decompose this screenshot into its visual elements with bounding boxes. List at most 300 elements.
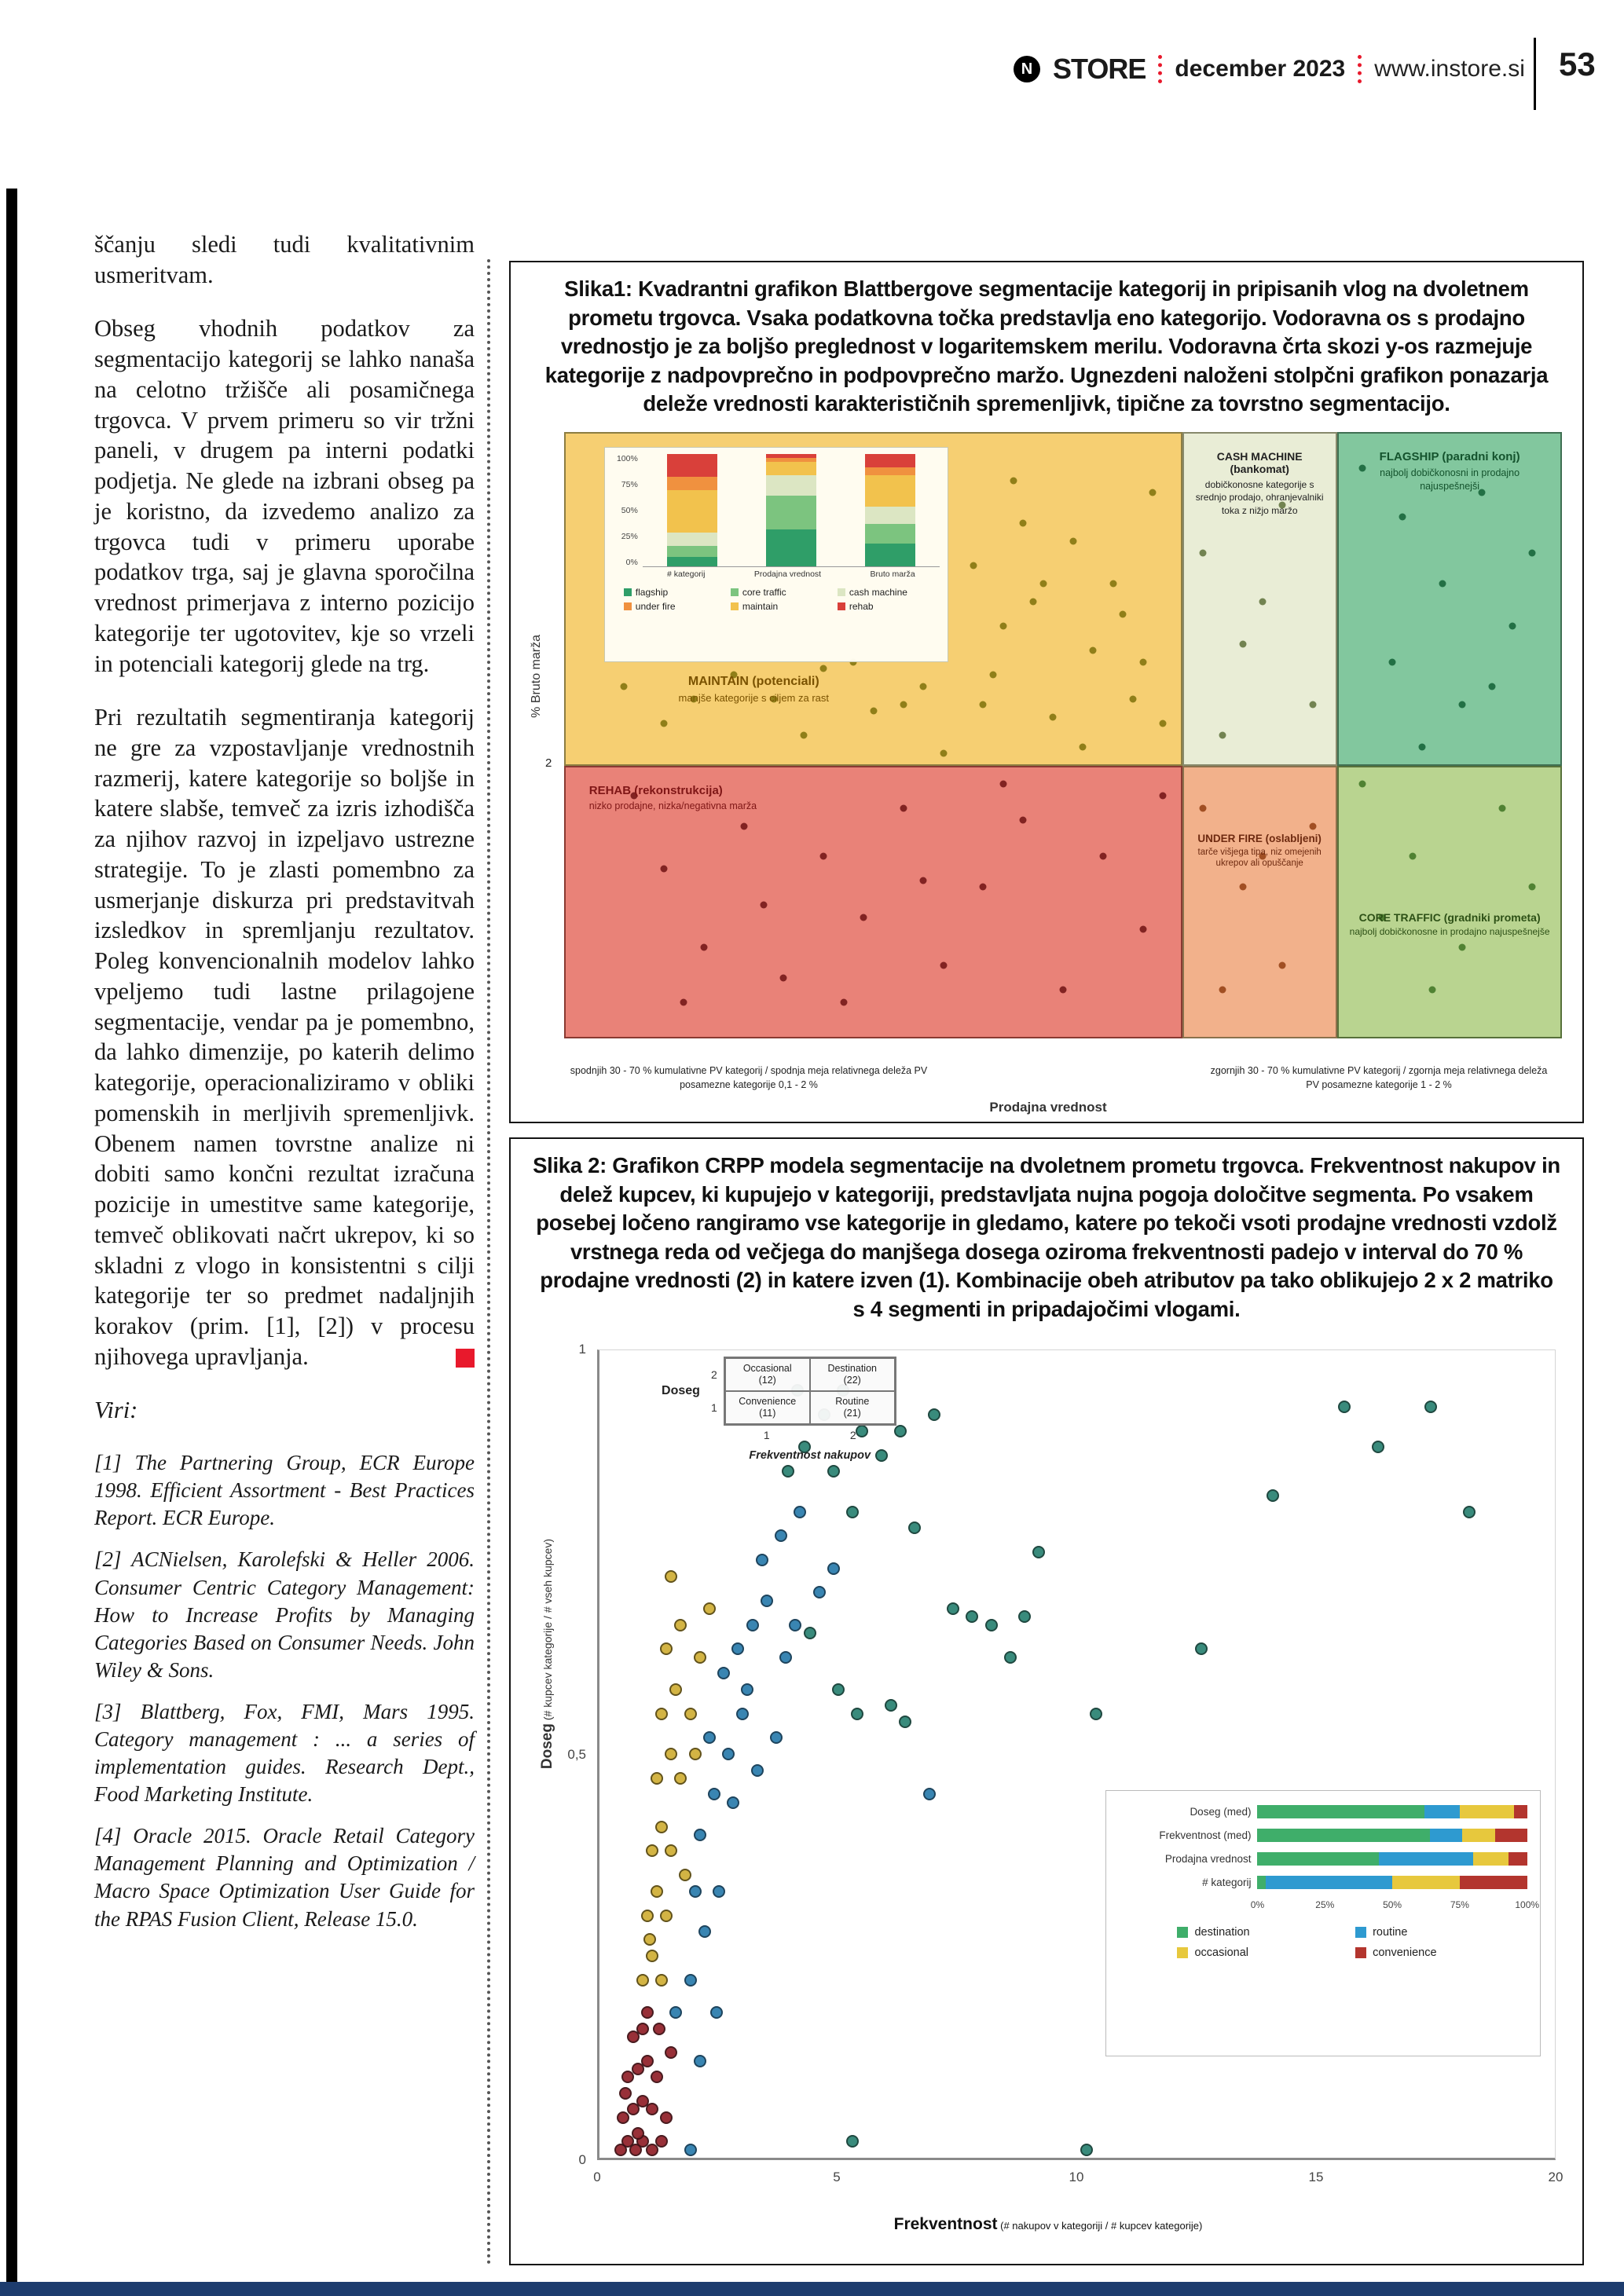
scatter-dot (920, 877, 927, 884)
scatter-dot (1389, 659, 1396, 666)
scatter-dot (700, 944, 707, 951)
figure-2-x-axis-label: Frekventnost (# nakupov v kategoriji / # kupcev kategorije) (893, 2215, 1203, 2233)
scatter-dot (804, 1627, 816, 1639)
scatter-dot (1060, 987, 1067, 994)
bar-segment (667, 454, 717, 476)
inset-hbar-track (1257, 1852, 1527, 1866)
inset-bar (766, 454, 816, 566)
scatter-dot (653, 2023, 665, 2035)
legend-label: core traffic (742, 586, 786, 598)
scatter-dot (651, 1885, 663, 1898)
scatter-dot (832, 1683, 845, 1696)
scatter-dot (736, 1708, 749, 1720)
inset-legend-item (838, 601, 940, 612)
bar-segment (1257, 1829, 1430, 1842)
matrix-cell-label: Routine (835, 1395, 870, 1407)
scatter-dot (1509, 623, 1516, 630)
scatter-dot (827, 1465, 840, 1478)
inset-hbar-label: Frekventnost (med) (1159, 1829, 1252, 1842)
inset-categories (643, 569, 940, 579)
figure-1-y-axis-label: % Bruto marža (530, 635, 543, 718)
inset-legend-item (731, 601, 833, 612)
scatter-dot (665, 1748, 677, 1760)
scatter-dot (1239, 884, 1246, 891)
inset-y-tick: 75% (621, 480, 638, 490)
matrix-row-ticks (711, 1358, 717, 1424)
scatter-dot (680, 998, 687, 1005)
scatter-dot (1459, 944, 1466, 951)
scatter-dot (761, 1595, 773, 1607)
figure-2-inset-legend-chart (1105, 1790, 1540, 2056)
magazine-title: STORE (1053, 53, 1146, 85)
matrix-cell-value: (11) (759, 1408, 776, 1419)
paragraph: Pri rezultatih segmentiranja kategorij ne gre za vzpostavljanje vrednostnih razmerij, katere kategorije so boljše in katere slabše, temveč za izris izhodišča za njihov razvoj in izpeljavo ustrezne strategije. To je zlasti pomembno za usmerjanje diskurza pri predstavitvah izsledkov in spremljanju rezultatov. Poleg konvencionalnih modelov lahko vpeljemo tudi lastne prilagojene segmentacije, vendar pa je pomembno, da lahko dimenzije, po katerih delimo kategorije, operacionaliziramo v obliki pomenskih in merljivih spremenljivk. Obenem namen tovrstne analize ni dobiti samo končni rezultat izračuna pozicije in umestitve same kategorije, temveč oblikovati načrt ukrepov, ki so skladni z vlogo in konsistentni s cilji kategorije ter so predmet nadaljnjih korakov (prim. [1], [2]) v procesu njihovega upravljanja. (94, 704, 475, 1370)
scatter-dot (966, 1610, 978, 1623)
scatter-dot (1195, 1642, 1208, 1655)
scatter-dot (684, 1708, 697, 1720)
bar-segment (865, 467, 915, 475)
matrix-col-tick: 1 (763, 1429, 770, 1442)
inset-y-axis (613, 454, 643, 566)
header-separator-icon (1358, 55, 1362, 83)
scatter-dot (643, 1933, 656, 1946)
scatter-dot (703, 1602, 716, 1615)
figure-1 (509, 261, 1584, 1123)
scatter-dot (661, 865, 668, 872)
scatter-dot (947, 1602, 959, 1615)
scatter-dot (908, 1522, 921, 1534)
inset-legend-item (838, 587, 940, 598)
y-tick: 1 (578, 1342, 586, 1357)
scatter-dot (1498, 804, 1505, 811)
legend-swatch-icon (1177, 1947, 1188, 1958)
scatter-dot (900, 804, 907, 811)
scatter-dot (651, 1772, 663, 1785)
bar-segment (1257, 1805, 1424, 1818)
paragraph: Obseg vhodnih podatkov za segmentacijo kategorij se lahko nanaša na celotno tržišče ali posamičnega trgovca. V prvem primeru so vir tržni paneli, v drugem pa interni podatki podjetja. Ne glede na izbrani obseg pa je koristno, da izvedemo analizo za trgovca tudi v primeru uporabe podatkov trga, saj je glavna sporočilna vrednost primerjava z interno pozicijo kategorije ter ugotovitev, kje so vrzeli in potenciali kategorij glede na trg. (94, 315, 475, 677)
bar-segment (865, 507, 915, 523)
inset-y-tick: 0% (625, 557, 638, 567)
scatter-dot (660, 1910, 673, 1922)
bar-segment (865, 544, 915, 566)
scatter-dot (694, 1651, 706, 1664)
scatter-dot (636, 1974, 649, 1987)
scatter-dot (770, 1731, 783, 1744)
scatter-dot (619, 2087, 632, 2100)
inset-x-tick: 100% (1515, 1899, 1540, 1911)
sources-heading: Viri: (94, 1397, 138, 1424)
scatter-dot (775, 1529, 787, 1542)
inset-hbar-ticks (1250, 1899, 1540, 1915)
bar-segment (1430, 1829, 1462, 1842)
scatter-dot (1463, 1506, 1476, 1518)
scatter-dot (655, 1708, 668, 1720)
scatter-dot (1219, 987, 1226, 994)
scatter-dot (655, 1821, 668, 1833)
scatter-dot (674, 1772, 687, 1785)
scatter-dot (1109, 580, 1116, 588)
scatter-dot (940, 962, 947, 969)
scatter-dot (756, 1554, 768, 1566)
bar-segment (1460, 1805, 1514, 1818)
bar-segment (865, 454, 915, 467)
legend-label: routine (1373, 1926, 1408, 1939)
legend-item (1355, 1946, 1527, 1959)
legend-label: flagship (635, 586, 669, 598)
inset-x-tick: 25% (1315, 1899, 1335, 1911)
header-separator-icon (1158, 55, 1162, 83)
bar-segment (1514, 1805, 1527, 1818)
inset-y-tick: 25% (621, 531, 638, 541)
bar-segment (1462, 1829, 1494, 1842)
matrix-row-tick: 2 (710, 1368, 717, 1382)
scatter-dot (782, 1465, 794, 1478)
scatter-dot (794, 1506, 806, 1518)
legend-label: maintain (742, 600, 779, 612)
reference-item: [4] Oracle 2015. Oracle Retail Category Management Planning and Optimization / Macro Space Optimization User Guide for the RPAS Fusion Client, Release 15.0. (94, 1824, 475, 1931)
label-core-traffic: CORE TRAFFIC (gradniki prometa) najbolj dobičkonosne in prodajno najuspešnejše (1349, 910, 1550, 937)
scatter-dot (1160, 793, 1167, 800)
segment-matrix-table (662, 1357, 896, 1463)
scatter-dot (1029, 599, 1036, 606)
scatter-dot (1372, 1441, 1384, 1453)
figure-1-caption: Slika1: Kvadrantni grafikon Blattbergove segmentacije kategorij in pripisanih vlog na dvoletnem prometu trgovca. Vsaka podatkovna točka predstavlja eno kategorijo. Vodoravna os s prodajno vrednostjo je za boljšo preglednost v logaritemskem merilu. Vodoravna črta skozi y-os razmejuje kategorije z nadpovprečno in podpovprečno maržo. Ugnezdeni naloženi stolpčni grafikon ponazarja deleže vrednosti karakterističnih spremenljivk, tipične za tovrstno segmentacijo. (544, 276, 1549, 416)
scatter-dot (870, 708, 877, 715)
scatter-dot (660, 2111, 673, 2124)
matrix-cell-value: (21) (843, 1408, 861, 1419)
scatter-dot (1359, 780, 1366, 787)
label-cash-machine: CASH MACHINE (bankomat) dobičkonosne kategorije s srednjo prodajo, ohranjevalniki toka z nižjo maržo (1195, 450, 1324, 516)
bar-segment (1257, 1852, 1378, 1866)
scatter-dot (713, 1885, 725, 1898)
legend-swatch-icon (731, 588, 739, 596)
scatter-dot (646, 1950, 658, 1962)
inset-y-tick: 100% (616, 454, 638, 464)
scatter-dot (694, 1829, 706, 1841)
bar-segment (1495, 1829, 1527, 1842)
scatter-dot (731, 1642, 744, 1655)
scatter-dot (827, 1562, 840, 1575)
legend-item (1177, 1946, 1349, 1959)
scatter-dot (651, 2071, 663, 2083)
inset-bars (643, 454, 940, 566)
scatter-dot (1399, 514, 1406, 521)
figure-1-plot-area (545, 432, 1562, 1038)
inset-hbar-label: Doseg (med) (1190, 1806, 1252, 1818)
inset-y-tick: 50% (621, 505, 638, 515)
label-maintain: MAINTAIN (potenciali) manjše kategorije s ciljem za rast (678, 674, 830, 704)
scatter-dot (636, 2023, 649, 2035)
scatter-dot (928, 1408, 940, 1421)
scatter-dot (751, 1764, 764, 1777)
inset-legend-items (1177, 1926, 1527, 1959)
bar-segment (667, 533, 717, 546)
scatter-dot (1459, 701, 1466, 709)
scatter-dot (851, 1708, 863, 1720)
scatter-dot (1338, 1401, 1351, 1413)
scatter-dot (1199, 804, 1206, 811)
scatter-dot (1090, 1708, 1102, 1720)
scatter-dot (820, 665, 827, 672)
page-header (1014, 46, 1525, 93)
reference-item: [1] The Partnering Group, ECR Europe 1998. Efficient Assortment - Best Practices Report. ECR Europe. (94, 1451, 475, 1530)
scatter-dot (1439, 580, 1446, 588)
figure-2-caption: Slika 2: Grafikon CRPP modela segmentacije na dvoletnem prometu trgovca. Frekventnost nakupov in delež kupcev, ki kupujejo v kategoriji, predstavljata nujna pogoja določitve segmenta. Po vsakem posebej ločeno rangiramo vse kategorije in gledamo, katere po tekoči vsoti prodajne vrednosti vzdolž vrstnega reda od večjega do manjšega dosega oziroma frekventnosti padejo v interval do 70 % prodajne vrednosti (2) in katere izven (1). Kombinacije obeh atributov pa tako oblikujejo 2 x 2 matriko s 4 segmenti in pripadajočimi vlogami. (533, 1153, 1560, 1321)
inset-x-tick: 75% (1450, 1899, 1469, 1911)
legend-swatch-icon (838, 602, 845, 610)
scatter-dot (813, 1586, 826, 1598)
legend-swatch-icon (1355, 1947, 1366, 1958)
scatter-dot (684, 1974, 697, 1987)
scatter-dot (999, 623, 1006, 630)
scatter-dot (920, 683, 927, 690)
bar-segment (1509, 1852, 1527, 1866)
bar-segment (865, 475, 915, 507)
legend-label: rehab (849, 600, 874, 612)
figure-2-y-axis-label: Doseg (# kupcev kategorije / # vseh kupcev) (539, 1539, 555, 1770)
scatter-dot (1528, 884, 1535, 891)
x-tick: 10 (1069, 2170, 1084, 2184)
scatter-dot (655, 1974, 668, 1987)
scatter-dot (1032, 1546, 1045, 1558)
scatter-dot (780, 974, 787, 981)
legend-label: occasional (1194, 1946, 1248, 1960)
figure-2-y-ticks (534, 1342, 594, 2167)
scatter-dot (1099, 853, 1106, 860)
legend-label: under fire (635, 600, 676, 612)
scatter-dot (820, 853, 827, 860)
matrix-cell (725, 1358, 810, 1391)
scatter-dot (1129, 695, 1136, 702)
bar-segment (1257, 1876, 1265, 1889)
figure-1-x-axis-label: Prodajna vrednost (989, 1100, 1107, 1115)
figure-2-x-ticks (593, 2170, 1564, 2188)
scatter-dot (674, 1619, 687, 1631)
scatter-dot (1069, 537, 1076, 544)
inset-legend-item (731, 587, 833, 598)
column-separator (487, 259, 490, 2266)
inset-bar (865, 454, 915, 566)
matrix-cell (810, 1358, 895, 1391)
scatter-dot (665, 2046, 677, 2059)
bar-segment (1392, 1876, 1460, 1889)
matrix-axis-label: Doseg (662, 1384, 700, 1398)
scatter-dot (1528, 550, 1535, 557)
scatter-dot (710, 2006, 723, 2019)
scatter-dot (727, 1796, 739, 1809)
y-tick: 0,5 (567, 1747, 586, 1762)
scatter-dot (1020, 519, 1027, 526)
inset-hbar-row (1114, 1876, 1527, 1889)
matrix-row-tick: 1 (710, 1401, 717, 1415)
scatter-dot (740, 822, 747, 829)
bar-segment (766, 475, 816, 496)
inset-hbar-row (1114, 1805, 1527, 1818)
legend-swatch-icon (1355, 1927, 1366, 1938)
scatter-dot (980, 701, 987, 709)
bar-segment (667, 557, 717, 566)
inset-category-label: # kategorij (667, 569, 706, 579)
scatter-dot (698, 1925, 711, 1938)
x-tick: 0 (593, 2170, 601, 2184)
figure-1-y-tick: 2 (545, 756, 552, 771)
legend-label: cash machine (849, 586, 907, 598)
left-margin-bar (6, 189, 17, 2282)
scatter-dot (660, 1642, 673, 1655)
x-tick: 5 (833, 2170, 841, 2184)
scatter-dot (923, 1788, 936, 1800)
scatter-dot (885, 1699, 897, 1712)
y-tick: 0 (578, 2152, 586, 2167)
legend-swatch-icon (624, 588, 632, 596)
bar-segment (865, 524, 915, 544)
scatter-dot (1149, 489, 1157, 496)
scatter-dot (1018, 1610, 1031, 1623)
scatter-dot (1050, 713, 1057, 720)
inset-x-tick: 0% (1250, 1899, 1265, 1911)
scatter-dot (646, 1844, 658, 1857)
scatter-dot (1409, 853, 1416, 860)
inset-legend-item (624, 601, 726, 612)
bar-segment (1460, 1876, 1527, 1889)
article-column (94, 229, 475, 1947)
scatter-dot (1090, 646, 1097, 654)
inset-hbar-track (1257, 1876, 1527, 1889)
matrix-cell-value: (12) (758, 1375, 776, 1386)
inset-hbars (1114, 1805, 1527, 1889)
matrix-cell-label: Convenience (739, 1395, 797, 1407)
scatter-dot (1309, 822, 1316, 829)
scatter-dot (689, 1748, 702, 1760)
legend-label: destination (1194, 1926, 1250, 1939)
inset-hbar-label: # kategorij (1202, 1877, 1252, 1889)
inset-category-label: Bruto marža (870, 569, 915, 579)
scatter-dot (1139, 926, 1146, 933)
scatter-dot (1120, 610, 1127, 617)
scatter-dot (999, 780, 1006, 787)
scatter-dot (899, 1716, 911, 1728)
figure-1-footnote-left: spodnjih 30 - 70 % kumulativne PV kategorij / spodnja meja relativnega deleža PV posamezne kategorije 0,1 - 2 % (570, 1065, 928, 1090)
scatter-dot (846, 1506, 859, 1518)
x-tick: 15 (1308, 2170, 1324, 2184)
figure-1-chart (530, 429, 1564, 1115)
matrix-cell (810, 1391, 895, 1424)
label-flagship: FLAGSHIP (paradni konj) najbolj dobičkonosni in prodajno najuspešnejši (1379, 450, 1520, 493)
bar-segment (766, 529, 816, 566)
scatter-dot (1279, 962, 1286, 969)
scatter-dot (940, 750, 947, 757)
bar-segment (1424, 1805, 1460, 1818)
matrix-col-ticks (724, 1429, 896, 1441)
bar-segment (667, 546, 717, 557)
scatter-dot (1309, 701, 1316, 709)
scatter-dot (708, 1788, 720, 1800)
scatter-dot (1219, 732, 1226, 739)
bar-segment (766, 462, 816, 475)
scatter-dot (1004, 1651, 1017, 1664)
scatter-dot (846, 2135, 859, 2148)
scatter-dot (1267, 1489, 1279, 1502)
inset-hbar-label: Prodajna vrednost (1164, 1853, 1252, 1866)
inset-legend (624, 587, 940, 612)
scatter-dot (985, 1619, 998, 1631)
scatter-dot (761, 902, 768, 909)
footer-bar (0, 2282, 1624, 2296)
x-tick: 20 (1548, 2170, 1564, 2184)
figure-1-footnote-right: zgornjih 30 - 70 % kumulativne PV kategorij / zgornja meja relativnega deleža PV posamezne kategorije 1 - 2 % (1210, 1065, 1548, 1090)
scatter-dot (641, 2006, 654, 2019)
references-list (94, 1449, 475, 1933)
scatter-dot (1239, 641, 1246, 648)
matrix-cell-label: Occasional (742, 1362, 792, 1374)
scatter-dot (641, 1910, 654, 1922)
legend-label: convenience (1373, 1946, 1437, 1960)
reference-item: [3] Blattberg, Fox, FMI, Mars 1995. Category management : ... a series of implementation guides. Research Dept., Food Marketing Institute. (94, 1699, 475, 1807)
reference-item: [2] ACNielsen, Karolefski & Heller 2006. Consumer Centric Category Management: How to Increase Profits by Managing Categories Based on Consumer Needs. John Wiley & Sons. (94, 1547, 475, 1682)
scatter-dot (1080, 2144, 1093, 2156)
legend-item (1177, 1926, 1349, 1939)
figure-2-plot-area (597, 1349, 1556, 2160)
scatter-dot (1010, 477, 1017, 484)
article-end-mark (456, 1349, 475, 1368)
scatter-dot (722, 1748, 735, 1760)
scatter-dot (1424, 1401, 1437, 1413)
inset-bar (667, 454, 717, 566)
scatter-dot (980, 884, 987, 891)
scatter-dot (703, 1731, 716, 1744)
matrix-cell-value: (22) (843, 1375, 861, 1386)
scatter-dot (990, 671, 997, 678)
scatter-dot (1080, 744, 1087, 751)
scatter-dot (665, 1570, 677, 1583)
bar-segment (766, 496, 816, 529)
scatter-dot (1199, 550, 1206, 557)
bar-segment (667, 490, 717, 533)
scatter-dot (669, 2006, 682, 2019)
scatter-dot (665, 1844, 677, 1857)
scatter-dot (860, 914, 867, 921)
scatter-dot (621, 683, 628, 690)
figure-2 (509, 1137, 1584, 2265)
scatter-dot (746, 1619, 759, 1631)
figure-2-chart (534, 1337, 1562, 2256)
matrix-x-label: Frekventnost nakupov (749, 1449, 871, 1463)
paragraph: ščanju sledi tudi kvalitativnim usmeritvam. (94, 231, 475, 288)
scatter-dot (1160, 720, 1167, 727)
inset-category-label: Prodajna vrednost (753, 569, 822, 579)
scatter-dot (669, 1683, 682, 1696)
scatter-dot (632, 2127, 644, 2140)
figure-1-inset-bar-chart (604, 447, 948, 662)
scatter-dot (779, 1651, 792, 1664)
scatter-dot (646, 2103, 658, 2115)
website-url: www.instore.si (1374, 56, 1525, 82)
page-number: 53 (1559, 46, 1596, 82)
legend-item (1355, 1926, 1527, 1939)
scatter-dot (1259, 599, 1267, 606)
scatter-dot (694, 2055, 706, 2067)
inset-hbar-track (1257, 1805, 1527, 1818)
bar-segment (667, 477, 717, 490)
legend-swatch-icon (838, 588, 845, 596)
bar-segment (1379, 1852, 1473, 1866)
legend-swatch-icon (1177, 1927, 1188, 1938)
bar-segment (1266, 1876, 1392, 1889)
scatter-dot (800, 732, 807, 739)
scatter-dot (655, 2135, 668, 2148)
legend-swatch-icon (731, 602, 739, 610)
scatter-dot (679, 1869, 691, 1881)
